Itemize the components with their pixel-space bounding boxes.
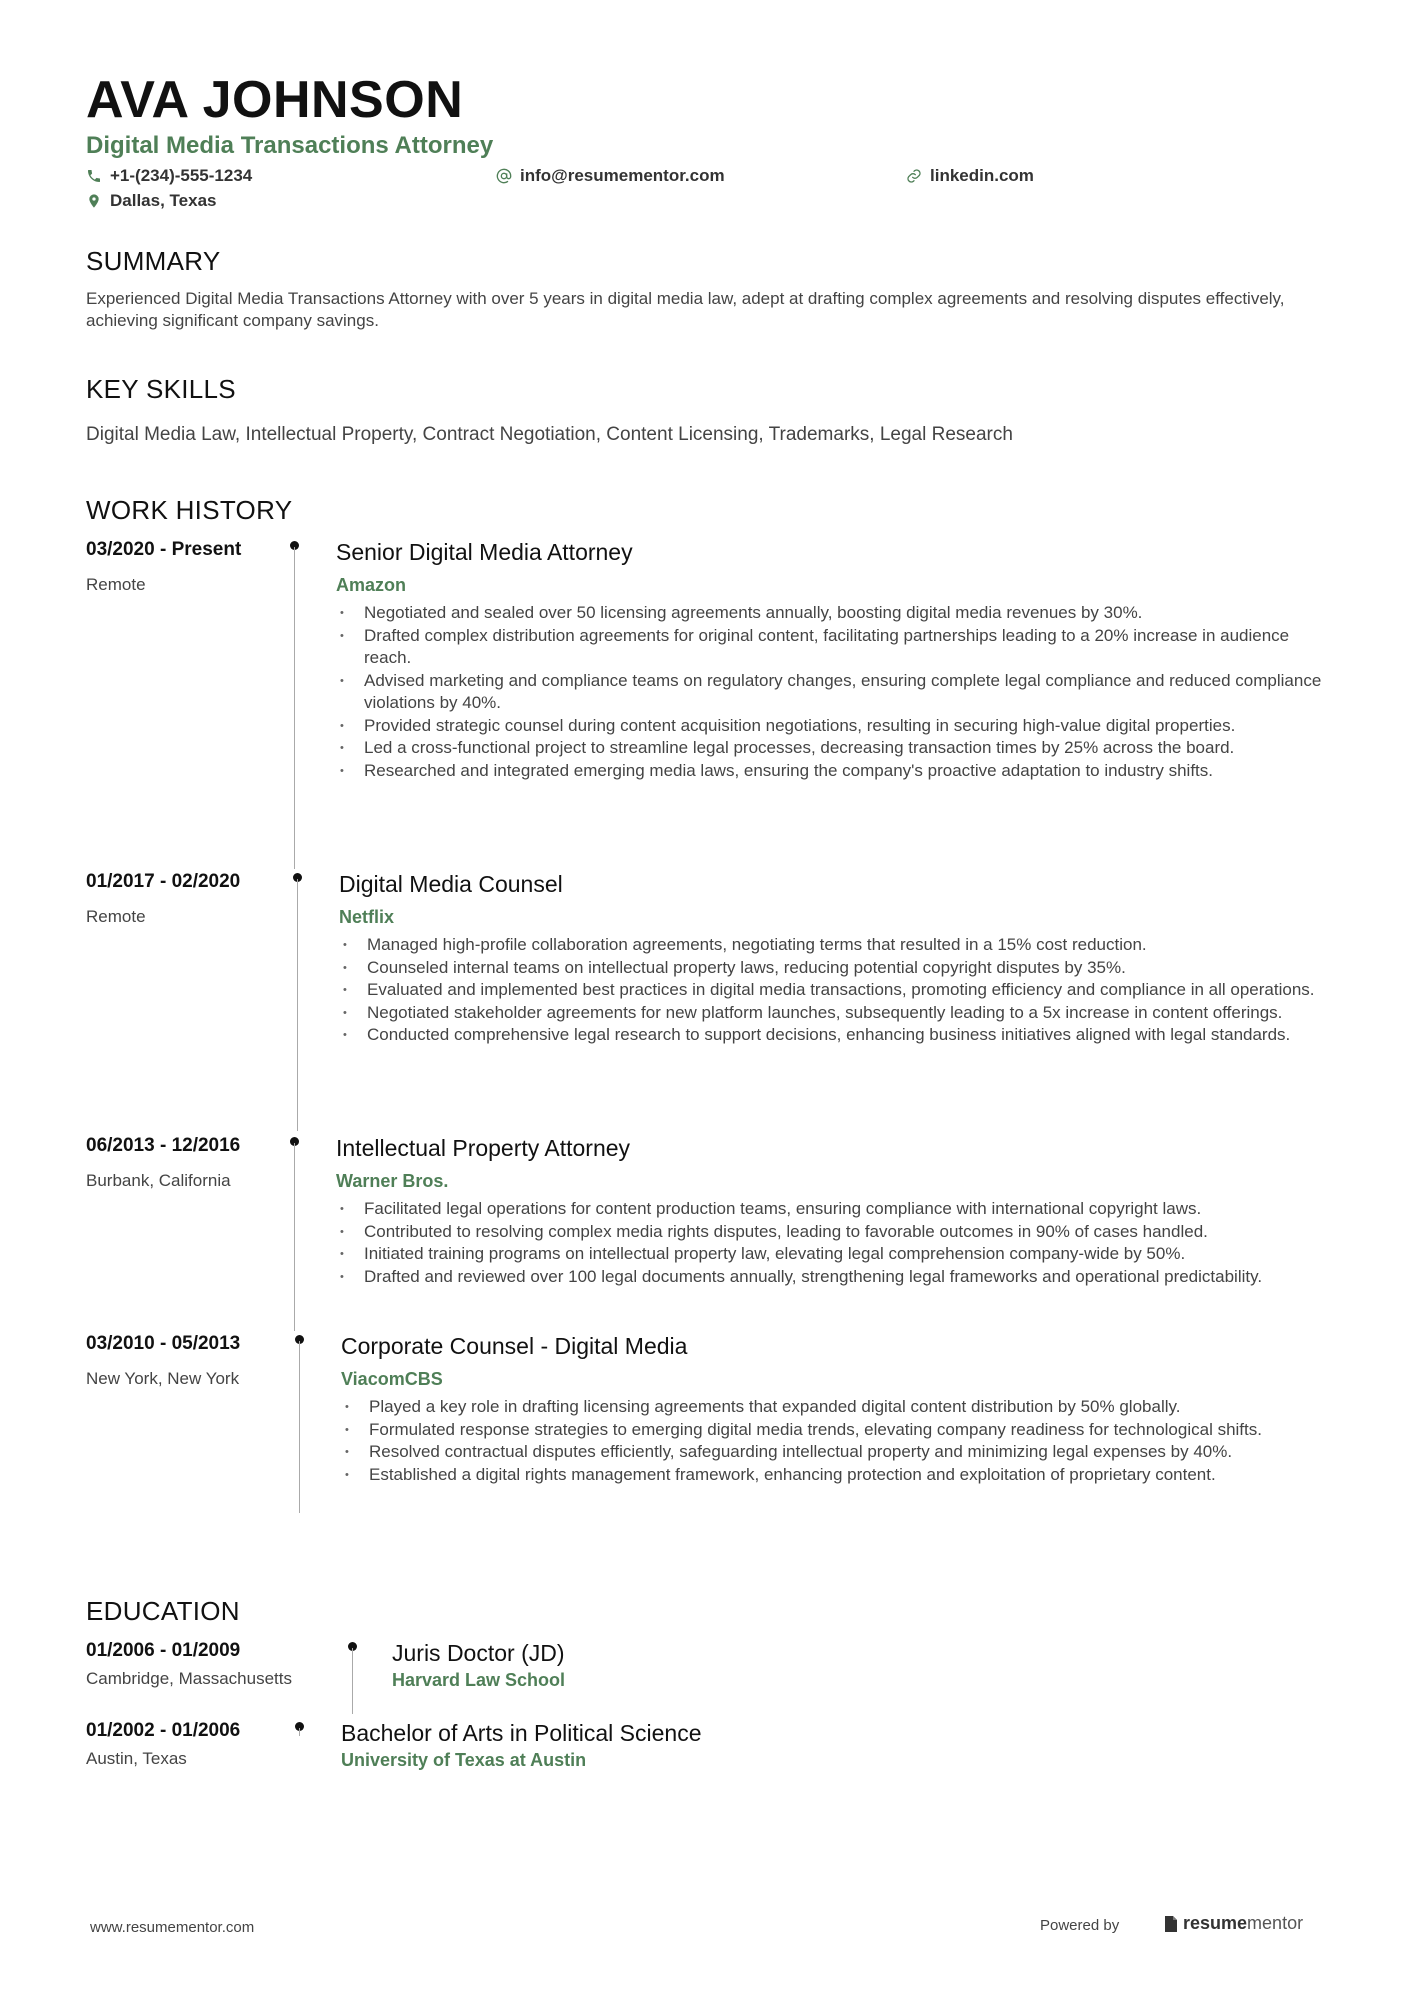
job-bullet: • Provided strategic counsel during content acquisition negotiations, resulting in securing high-value digital properties. (336, 715, 1336, 738)
contact-location (86, 191, 216, 211)
contact-linkedin[interactable] (906, 166, 1034, 186)
job-company: Netflix (339, 907, 395, 927)
job-bullet: • Negotiated and sealed over 50 licensing agreements annually, boosting digital media revenues by 30%. (336, 602, 1336, 625)
skills-text: Digital Media Law, Intellectual Property, Contract Negotiation, Content Licensing, Trademarks, Legal Research (86, 424, 1013, 445)
link-icon (906, 168, 922, 184)
job-dates: 03/2020 - Present (86, 539, 242, 560)
at-icon (496, 168, 512, 184)
contact-linkedin-text: linkedin.com (930, 166, 1034, 185)
skills-heading: KEY SKILLS (86, 374, 236, 404)
job-title: Intellectual Property Attorney (336, 1135, 631, 1161)
education-degree: Juris Doctor (JD) (392, 1640, 565, 1666)
candidate-role: Digital Media Transactions Attorney (86, 132, 494, 159)
job-bullet: • Negotiated stakeholder agreements for new platform launches, subsequently leading to a 5x increase in content offerings. (339, 1002, 1339, 1025)
contact-phone-text: +1-(234)-555-1234 (110, 166, 253, 185)
education-school: University of Texas at Austin (341, 1750, 587, 1770)
education-location: Cambridge, Massachusetts (86, 1669, 292, 1688)
timeline-line (299, 1728, 300, 1736)
timeline-line (294, 1143, 295, 1331)
job-title: Senior Digital Media Attorney (336, 539, 633, 565)
job-bullets (336, 1198, 1336, 1288)
education-school: Harvard Law School (392, 1670, 566, 1690)
job-location: Remote (86, 907, 146, 926)
candidate-name: AVA JOHNSON (86, 71, 464, 129)
education-heading: EDUCATION (86, 1596, 240, 1626)
job-company: ViacomCBS (341, 1369, 443, 1389)
summary-heading: SUMMARY (86, 246, 221, 276)
job-title: Digital Media Counsel (339, 871, 563, 897)
timeline-line (352, 1648, 353, 1714)
job-location: New York, New York (86, 1369, 240, 1388)
job-bullet: • Resolved contractual disputes efficiently, safeguarding intellectual property and minimizing legal expenses by 40%. (341, 1441, 1341, 1464)
job-title: Corporate Counsel - Digital Media (341, 1333, 688, 1359)
timeline-line (299, 1341, 300, 1513)
job-dates: 06/2013 - 12/2016 (86, 1135, 241, 1156)
contact-location-text: Dallas, Texas (110, 191, 217, 210)
job-bullet: • Facilitated legal operations for content production teams, ensuring compliance with international copyright laws. (336, 1198, 1336, 1221)
education-dates: 01/2002 - 01/2006 (86, 1720, 241, 1741)
phone-icon (86, 168, 102, 184)
timeline-line (297, 879, 298, 1131)
footer-brand-light: mentor (1247, 1913, 1304, 1933)
footer-website[interactable]: www.resumementor.com (90, 1919, 255, 1936)
job-bullet: • Played a key role in drafting licensing agreements that expanded digital content distribution by 50% globally. (341, 1396, 1341, 1419)
job-bullet: • Evaluated and implemented best practices in digital media transactions, promoting efficiency and compliance in all operations. (339, 979, 1339, 1002)
job-bullet: • Formulated response strategies to emerging digital media trends, elevating company readiness for technological shifts. (341, 1419, 1341, 1442)
job-company: Amazon (336, 575, 407, 595)
footer-powered-by: Powered by (1040, 1917, 1120, 1934)
work-history-heading: WORK HISTORY (86, 495, 293, 525)
job-bullet: • Drafted complex distribution agreements for original content, facilitating partnerships leading to a 20% increase in audience reach. (336, 625, 1336, 670)
footer-brand-bold: resume (1183, 1913, 1248, 1933)
timeline-line (294, 547, 295, 869)
job-bullets (339, 934, 1339, 1047)
job-bullet: • Initiated training programs on intellectual property law, elevating legal comprehension company-wide by 50%. (336, 1243, 1336, 1266)
location-pin-icon (86, 193, 102, 209)
job-company: Warner Bros. (336, 1171, 449, 1191)
job-bullet: • Led a cross-functional project to streamline legal processes, decreasing transaction times by 25% across the board. (336, 737, 1336, 760)
job-location: Remote (86, 575, 146, 594)
contact-email-text: info@resumementor.com (520, 166, 725, 185)
contact-email[interactable] (496, 166, 725, 186)
job-location: Burbank, California (86, 1171, 231, 1190)
resumementor-logo-icon (1163, 1914, 1179, 1934)
job-dates: 03/2010 - 05/2013 (86, 1333, 241, 1354)
job-bullets (336, 602, 1336, 782)
job-bullets (341, 1396, 1341, 1486)
job-bullet: • Managed high-profile collaboration agreements, negotiating terms that resulted in a 15% cost reduction. (339, 934, 1339, 957)
contact-phone[interactable] (86, 166, 252, 186)
job-bullet: • Advised marketing and compliance teams on regulatory changes, ensuring complete legal compliance and reduced compliance violations by 40%. (336, 670, 1336, 715)
education-location: Austin, Texas (86, 1749, 187, 1768)
job-dates: 01/2017 - 02/2020 (86, 871, 241, 892)
education-dates: 01/2006 - 01/2009 (86, 1640, 241, 1661)
job-bullet: • Researched and integrated emerging media laws, ensuring the company's proactive adaptation to industry shifts. (336, 760, 1336, 783)
summary-text: Experienced Digital Media Transactions Attorney with over 5 years in digital media law, adept at drafting complex agreements and resolving disputes effectively, achieving significant company savings. (86, 289, 1285, 330)
job-bullet: • Drafted and reviewed over 100 legal documents annually, strengthening legal frameworks and operational predictability. (336, 1266, 1336, 1289)
job-bullet: • Established a digital rights management framework, enhancing protection and exploitation of proprietary content. (341, 1464, 1341, 1487)
footer-brand-logo[interactable] (1163, 1913, 1303, 1934)
job-bullet: • Conducted comprehensive legal research to support decisions, enhancing business initiatives aligned with legal standards. (339, 1024, 1339, 1047)
job-bullet: • Counseled internal teams on intellectual property laws, reducing potential copyright disputes by 35%. (339, 957, 1339, 980)
education-degree: Bachelor of Arts in Political Science (341, 1720, 702, 1746)
job-bullet: • Contributed to resolving complex media rights disputes, leading to favorable outcomes in 90% of cases handled. (336, 1221, 1336, 1244)
